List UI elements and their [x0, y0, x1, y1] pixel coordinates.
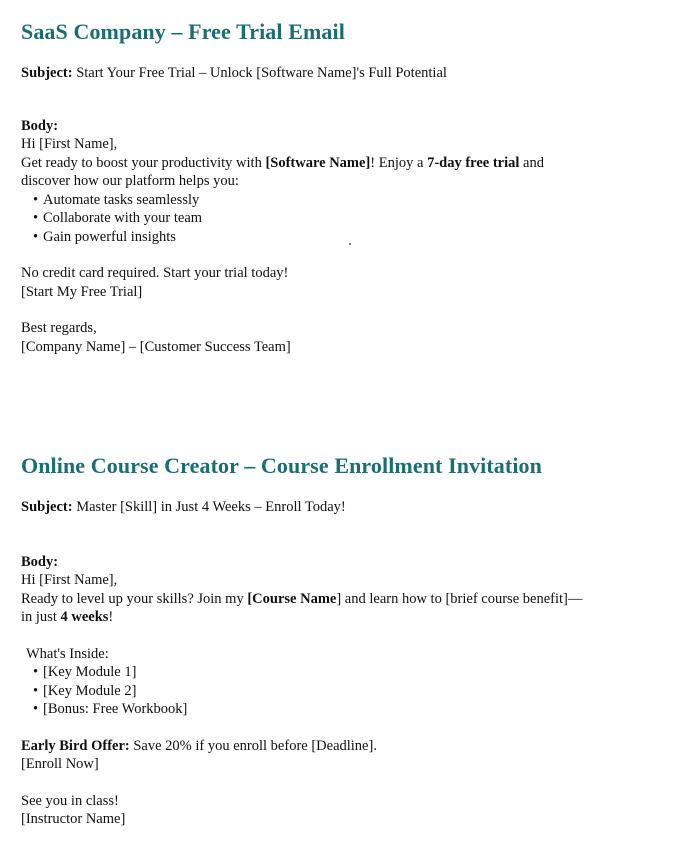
course-section-title: Online Course Creator – Course Enrollment Invitation — [21, 453, 542, 478]
course-intro-course: [Course Name — [247, 590, 337, 607]
course-signoff: See you in class! — [21, 792, 119, 809]
course-intro-line-2 — [21, 608, 661, 627]
course-intro-part-1: Ready to level up your skills? Join my — [21, 590, 248, 607]
saas-benefit-item: • Collaborate with your team — [33, 209, 661, 228]
saas-greeting: Hi [First Name], — [21, 136, 118, 152]
course-intro-part-3: in just — [21, 609, 61, 625]
course-offer-label: Early Bird Offer: — [21, 737, 130, 754]
saas-intro-part-3: and — [519, 154, 544, 171]
course-module-item: • [Bonus: Free Workbook] — [33, 700, 661, 719]
stray-dot — [349, 243, 351, 245]
course-cta-link[interactable]: [Enroll Now] — [21, 756, 99, 772]
saas-no-credit-text: No credit card required. Start your trial today! — [21, 265, 289, 281]
saas-signoff: Best regards, — [21, 320, 97, 336]
course-intro-line-1 — [21, 590, 661, 609]
saas-intro-line-1 — [21, 154, 661, 173]
course-intro-part-4: ! — [108, 609, 114, 625]
course-body-label: Body: — [21, 553, 59, 570]
saas-section-title: SaaS Company – Free Trial Email — [21, 19, 345, 44]
course-offer-line — [21, 737, 661, 756]
course-intro-part-2: ] and learn how to [brief course benefit]— — [336, 590, 583, 607]
course-module-list — [21, 663, 661, 719]
saas-intro-software: [Software Name] — [265, 154, 371, 171]
course-intro-weeks: 4 weeks — [60, 609, 109, 625]
saas-body-label: Body: — [21, 117, 59, 134]
saas-benefit-item: • Automate tasks seamlessly — [33, 191, 661, 210]
saas-benefit-list — [21, 191, 661, 247]
saas-subject-line — [21, 64, 661, 83]
course-offer-text: Save 20% if you enroll before [Deadline]. — [129, 737, 377, 754]
course-subject-line — [21, 498, 661, 517]
saas-intro-part-1: Get ready to boost your productivity with — [21, 154, 266, 171]
course-subject-label: Subject: — [21, 499, 73, 515]
saas-subject-label: Subject: — [21, 65, 73, 81]
saas-cta-link[interactable]: [Start My Free Trial] — [21, 283, 143, 300]
saas-subject-text: Start Your Free Trial – Unlock [Software Name]'s Full Potential — [72, 65, 447, 81]
saas-intro-trial: 7-day free trial — [427, 154, 520, 171]
course-inside-label: What's Inside: — [26, 645, 109, 662]
course-module-item: • [Key Module 1] — [33, 663, 661, 682]
saas-intro-part-2: ! Enjoy a — [370, 154, 428, 171]
saas-intro-line-2: discover how our platform helps you: — [21, 173, 239, 189]
course-module-item: • [Key Module 2] — [33, 682, 661, 701]
saas-benefit-item: • Gain powerful insights — [33, 228, 661, 247]
course-subject-text: Master [Skill] in Just 4 Weeks – Enroll Today! — [72, 499, 346, 515]
course-email-section — [21, 452, 661, 829]
saas-email-section — [21, 18, 661, 356]
course-greeting: Hi [First Name], — [21, 572, 118, 588]
course-signature: [Instructor Name] — [21, 811, 126, 827]
saas-signature: [Company Name] – [Customer Success Team] — [21, 338, 291, 355]
